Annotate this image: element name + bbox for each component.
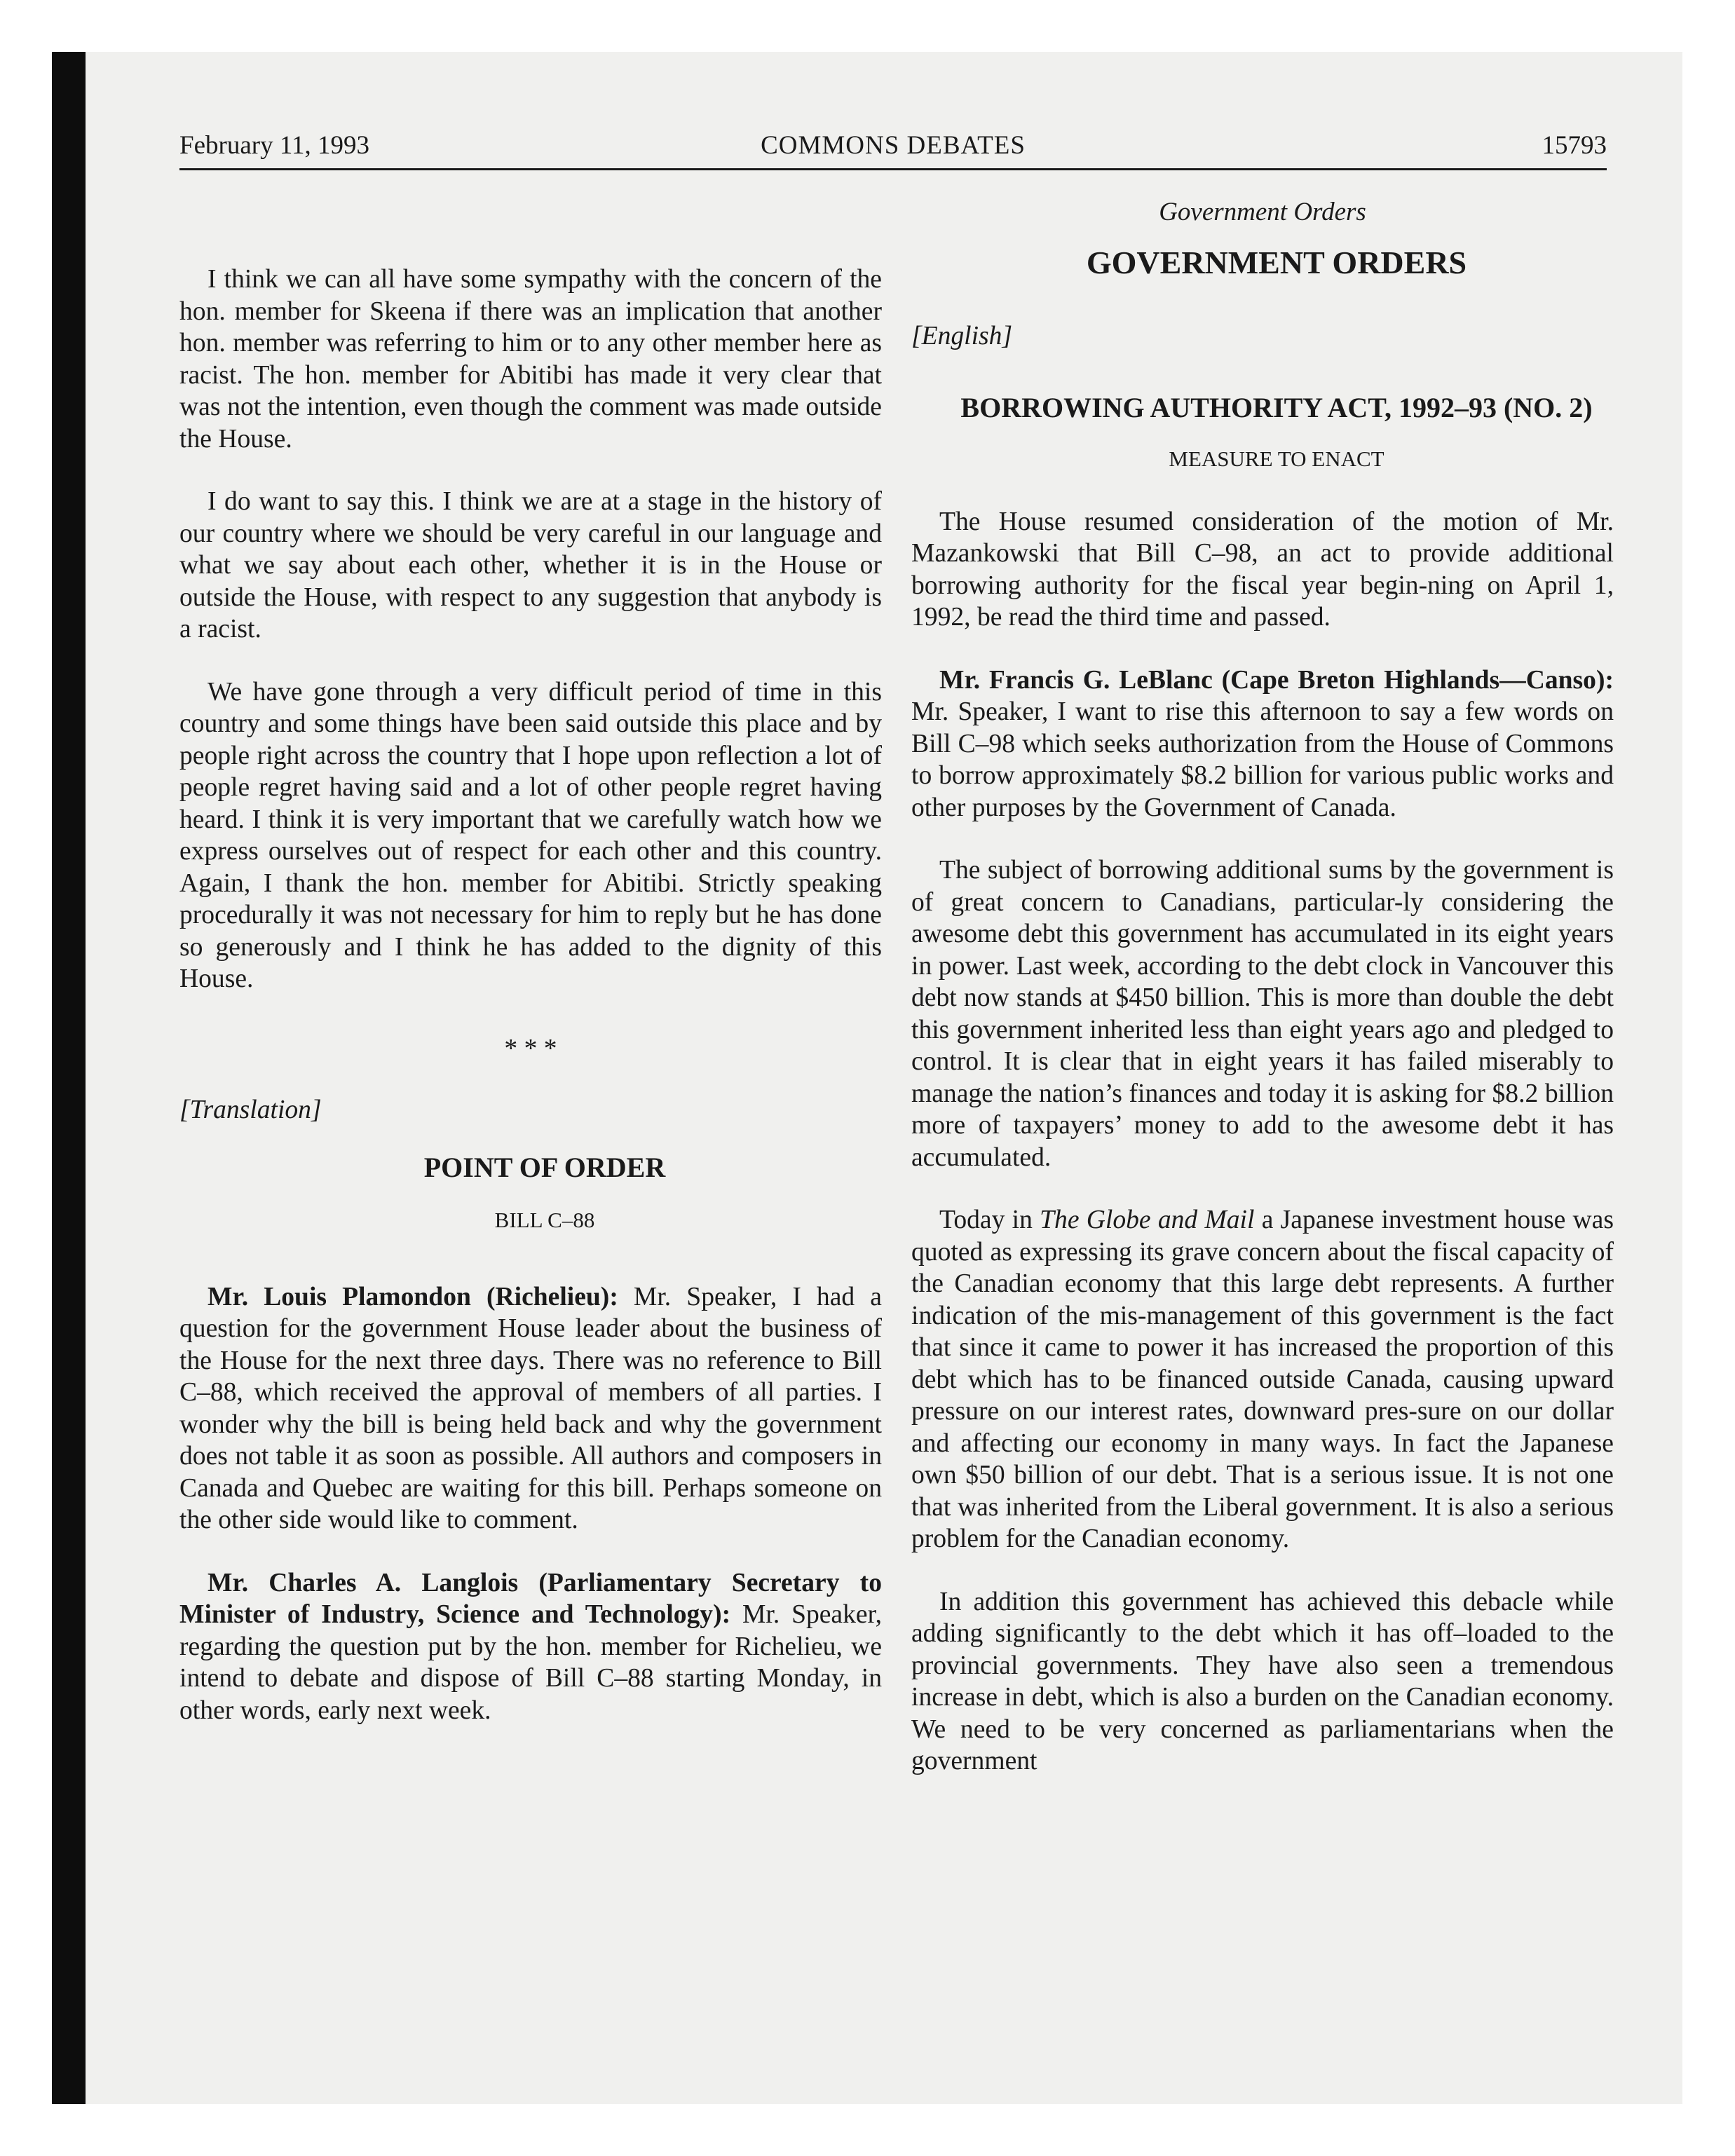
paragraph: In addition this government has achieved this debacle while adding significantly to the debt which it has off–loaded to the provincial governments. They have also seen a tremendous increase in debt, which is also a burden on the Canadian economy. We need to be very concerned as parliamentarians when the government [911,1587,1614,1775]
speech-text: Mr. Speaker, I had a question for the government House leader about the business of the House for the next three days. There was no reference to Bill C–88, which received the approval of members of all parties. I wonder why the bill is being held back and why the government does not table it as soon as possible. All authors and composers in Canada and Quebec are waiting for this bill. Perhaps someone on the other side would like to comment. [179,1282,882,1534]
speech-paragraph [179,1281,882,1536]
speaker-name: Mr. Francis G. LeBlanc (Cape Breton Highlands—Canso): [939,665,1614,695]
right-column [911,196,1614,1778]
speech-text: Mr. Speaker, regarding the question put by the hon. member for Richelieu, we intend to debate and dispose of Bill C–88 starting Monday, in other words, early next week. [179,1600,882,1725]
language-note: [English] [911,322,1013,350]
left-column [179,196,882,1726]
act-title: BORROWING AUTHORITY ACT, 1992–93 (NO. 2) [960,391,1593,423]
speaker-name: Mr. Charles A. Langlois (Parliamentary Secretary to Minister of Industry, Science and Technology): [179,1568,882,1629]
speech-paragraph [911,664,1614,824]
section-title: GOVERNMENT ORDERS [1086,244,1467,280]
paragraph: The House resumed consideration of the motion of Mr. Mazankowski that Bill C–98, an act to provide additional borrowing authority for the fiscal year begin-ning on April 1, 1992, be read the third time and passed. [911,507,1614,632]
speech-paragraph [179,1567,882,1727]
measure-subheading: MEASURE TO ENACT [1169,446,1384,471]
header-date: February 11, 1993 [179,131,369,160]
speech-text: Mr. Speaker, I want to rise this afternoon to say a few words on Bill C–98 which seeks authorization from the House of Commons to borrow approximately $8.2 billion for various public works and other purposes by the Government of Canada. [911,697,1614,822]
paragraph: We have gone through a very difficult period of time in this country and some things have been said outside this place and by people right across the country that I hope upon reflection a lot of people regret having said and a lot of other people regret having heard. I think it is very important that we carefully watch how we express ourselves out of respect for each other and this country. Again, I thank the hon. member for Abitibi. Strictly speaking procedurally it was not necessary for him to reply but he has done so generously and I think he has added to the dignity of this House. [179,677,882,993]
paragraph: I do want to say this. I think we are at a stage in the history of our country where we should be very careful in our language and what we say about each other, whether it is in the House or outside the House, with respect to any suggestion that anybody is a racist. [179,487,882,643]
paragraph: I think we can all have some sympathy with the concern of the hon. member for Skeena if there was an implication that another hon. member was referring to him or to any other member here as racist. The hon. member for Abitibi has made it very clear that was not the intention, even though the comment was made outside the House. [179,265,882,453]
page-number: 15793 [1542,131,1607,160]
binding-edge [52,52,86,2104]
bill-subheading: BILL C–88 [494,1208,595,1232]
paragraph: The subject of borrowing additional sums by the government is of great concern to Canadians, particular-ly considering the awesome debt this government has accumulated in its eight years in power. Last week, according to the debt clock in Vancouver this debt now stands at $450 billion. This is more than double the debt this government inherited less than eight years ago and pledged to control. It is clear that in eight years it has failed miserably to manage the nation’s finances and today it is asking for $8.2 billion more of taxpayers’ money to add to the awesome debt it has accumulated. [911,856,1614,1172]
running-head: Government Orders [1159,198,1366,226]
section-separator: * * * [504,1034,557,1063]
newspaper-title: The Globe and Mail [1040,1206,1255,1234]
paragraph: Today in The Globe and Mail a Japanese investment house was quoted as expressing its grave concern about the fiscal capacity of the Canadian economy that this large debt represents. A further indication of the mis-management of this government is the fact that since it came to power it has increased the proportion of this debt which has to be financed outside Canada, causing upward pressure on our interest rates, downward pres-sure on our dollar and affecting our economy in many ways. In fact the Japanese own $50 billion of our debt. That is a serious issue. It is not one that was inherited from the Liberal government. It is also a serious problem for the Canadian economy. [911,1206,1614,1553]
page-header [179,125,1607,170]
point-of-order-heading: POINT OF ORDER [423,1151,666,1183]
speaker-name: Mr. Louis Plamondon (Richelieu): [207,1282,618,1311]
header-title: COMMONS DEBATES [761,131,1026,160]
language-note: [Translation] [179,1096,322,1124]
